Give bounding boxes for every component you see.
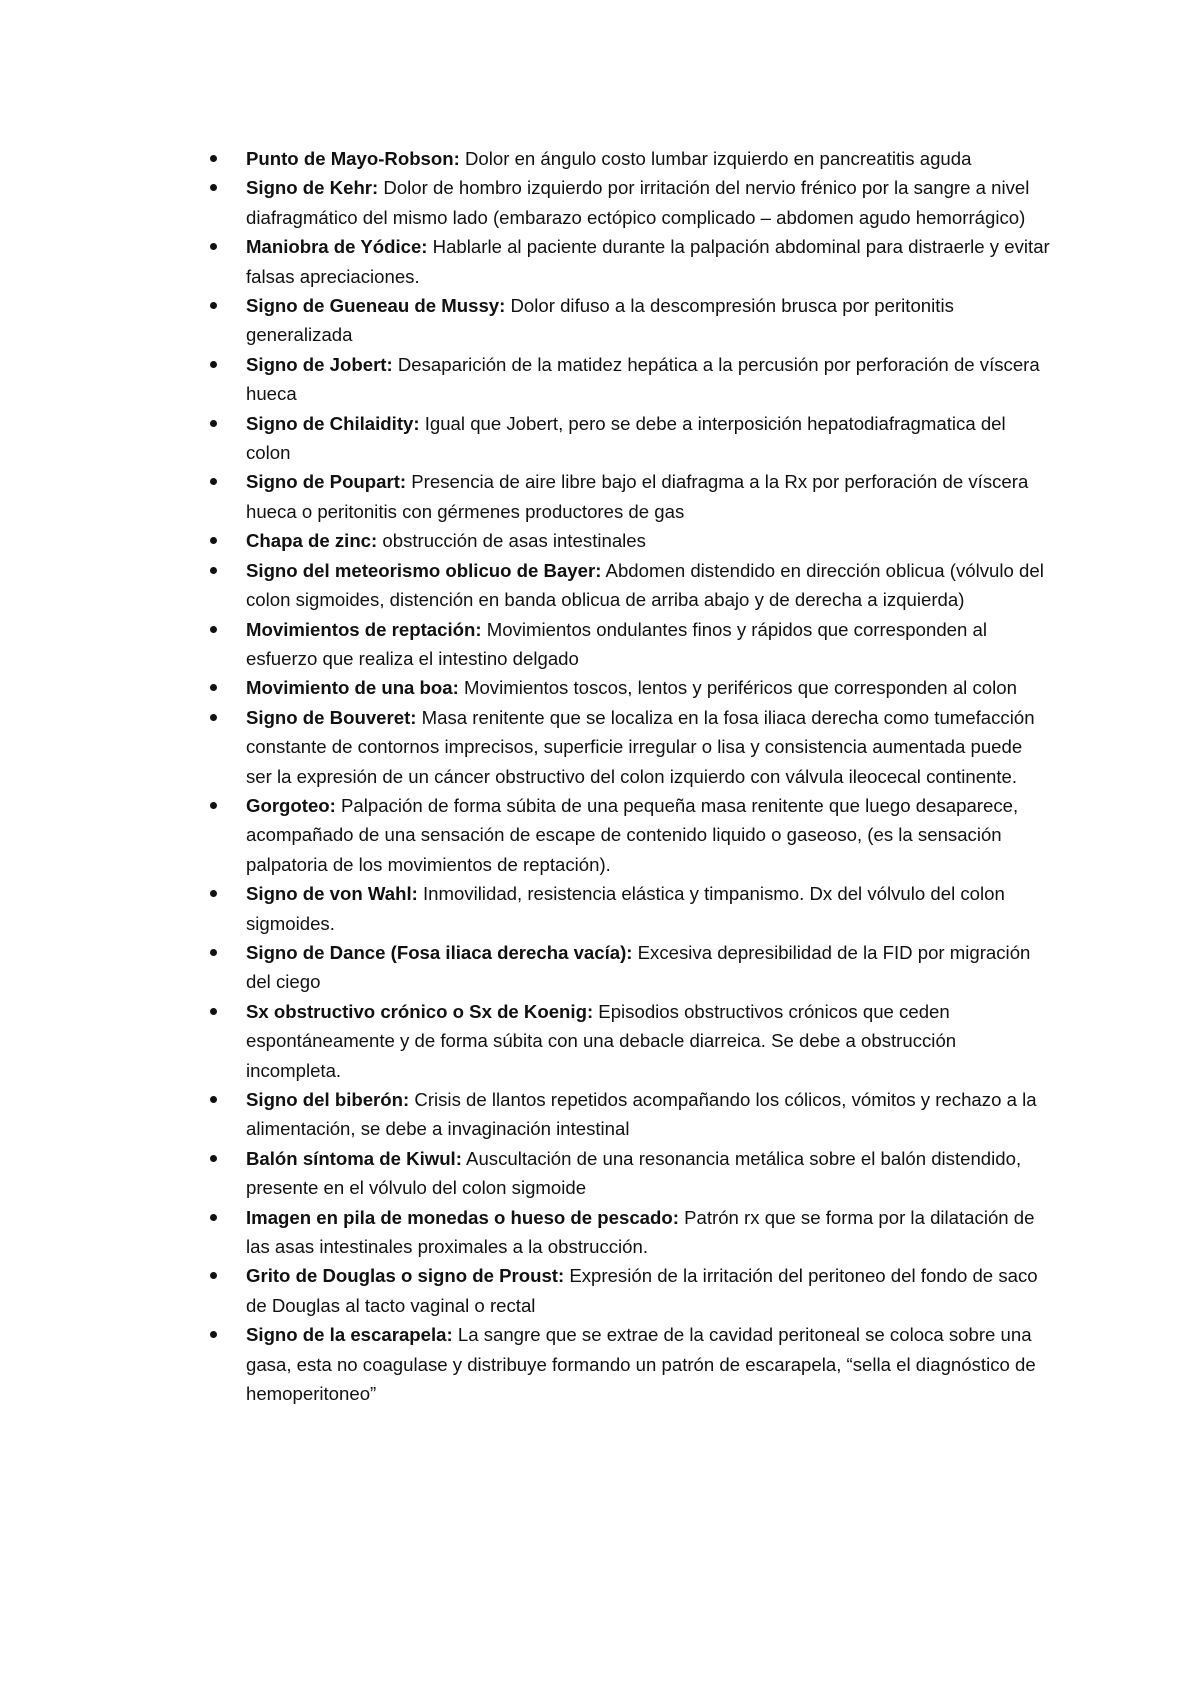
- item-term: Signo de Chilaidity:: [246, 412, 420, 434]
- item-term: Signo del meteorismo oblicuo de Bayer:: [246, 559, 602, 581]
- list-item: [210, 1203, 1050, 1262]
- bullet-icon: [210, 626, 217, 633]
- item-definition: Abdomen distendido en dirección oblicua (vólvulo del colon sigmoides, distención en banda oblicua de arriba abajo y de derecha a izquierda): [246, 559, 1044, 611]
- list-item: [210, 232, 1050, 291]
- item-term: Gorgoteo:: [246, 794, 336, 816]
- list-item: [210, 1261, 1050, 1320]
- bullet-icon: [210, 537, 217, 544]
- list-item: [210, 791, 1050, 879]
- list-item: [210, 526, 1050, 555]
- bullet-icon: [210, 1008, 217, 1015]
- item-term: Signo de Dance (Fosa iliaca derecha vacía):: [246, 941, 633, 963]
- bullet-icon: [210, 890, 217, 897]
- list-item: [210, 673, 1050, 702]
- bullet-icon: [210, 1096, 217, 1103]
- bullet-icon: [210, 567, 217, 574]
- bullet-icon: [210, 243, 217, 250]
- bullet-icon: [210, 684, 217, 691]
- bullet-icon: [210, 361, 217, 368]
- item-definition: La sangre que se extrae de la cavidad peritoneal se coloca sobre una gasa, esta no coagulase y distribuye formando un patrón de escarapela, “sella el diagnóstico de hemoperitoneo”: [246, 1324, 1036, 1405]
- list-item: [210, 1320, 1050, 1408]
- item-definition: Movimientos toscos, lentos y periféricos que corresponden al colon: [458, 677, 1017, 699]
- list-item: [210, 1085, 1050, 1144]
- list-item: [210, 879, 1050, 938]
- bullet-icon: [210, 1155, 217, 1162]
- item-term: Imagen en pila de monedas o hueso de pescado:: [246, 1206, 679, 1228]
- item-term: Signo de la escarapela:: [246, 1324, 453, 1346]
- item-definition: Crisis de llantos repetidos acompañando los cólicos, vómitos y rechazo a la alimentación, se debe a invaginación intestinal: [246, 1089, 1037, 1140]
- item-term: Maniobra de Yódice:: [246, 236, 428, 258]
- item-definition: Dolor de hombro izquierdo por irritación del nervio frénico por la sangre a nivel diafragmático del mismo lado (embarazo ectópico complicado – abdomen agudo hemorrágico): [246, 177, 1030, 228]
- item-term: Signo de Jobert:: [246, 353, 393, 375]
- bullet-icon: [210, 949, 217, 956]
- bullet-icon: [210, 420, 217, 427]
- item-definition: Dolor difuso a la descompresión brusca por peritonitis generalizada: [246, 295, 954, 346]
- clinical-signs-list: [210, 144, 1050, 1408]
- item-term: Signo de von Wahl:: [246, 883, 418, 905]
- bullet-icon: [210, 478, 217, 485]
- list-item: [210, 173, 1050, 232]
- item-definition: Hablarle al paciente durante la palpación abdominal para distraerle y evitar falsas apreciaciones.: [246, 236, 1050, 287]
- item-definition: Movimientos ondulantes finos y rápidos que corresponden al esfuerzo que realiza el intestino delgado: [246, 618, 987, 669]
- item-definition: Palpación de forma súbita de una pequeña masa renitente que luego desaparece, acompañado de una sensación de escape de contenido liquido o gaseoso, (es la sensación palpatoria de los movimientos de reptación).: [246, 794, 1019, 875]
- item-definition: obstrucción de asas intestinales: [377, 530, 646, 552]
- list-item: [210, 291, 1050, 350]
- item-definition: Dolor en ángulo costo lumbar izquierdo en pancreatitis aguda: [459, 148, 972, 169]
- item-term: Grito de Douglas o signo de Proust:: [246, 1265, 565, 1287]
- list-item: [210, 350, 1050, 409]
- list-item: [210, 556, 1050, 615]
- item-term: Punto de Mayo-Robson:: [246, 148, 460, 169]
- item-definition: Expresión de la irritación del peritoneo del fondo de saco de Douglas al tacto vaginal o rectal: [246, 1265, 1038, 1316]
- item-term: Balón síntoma de Kiwul:: [246, 1147, 462, 1169]
- item-term: Sx obstructivo crónico o Sx de Koenig:: [246, 1000, 594, 1022]
- bullet-icon: [210, 1331, 217, 1338]
- bullet-icon: [210, 802, 217, 809]
- bullet-icon: [210, 302, 217, 309]
- item-term: Signo de Kehr:: [246, 177, 379, 199]
- list-item: [210, 467, 1050, 526]
- item-definition: Episodios obstructivos crónicos que ceden espontáneamente y de forma súbita con una debacle diarreica. Se debe a obstrucción incompleta.: [246, 1000, 957, 1081]
- list-item: [210, 1144, 1050, 1203]
- list-item: [210, 144, 1050, 173]
- list-item: [210, 615, 1050, 674]
- list-item: [210, 997, 1050, 1085]
- bullet-icon: [210, 1214, 217, 1221]
- item-definition: Excesiva depresibilidad de la FID por migración del ciego: [246, 941, 1031, 993]
- item-term: Signo de Poupart:: [246, 471, 407, 493]
- item-term: Movimientos de reptación:: [246, 618, 482, 640]
- item-term: Movimiento de una boa:: [246, 677, 459, 699]
- item-term: Signo de Gueneau de Mussy:: [246, 295, 506, 317]
- item-definition: Auscultación de una resonancia metálica sobre el balón distendido, presente en el vólvulo del colon sigmoide: [246, 1147, 1022, 1199]
- list-item: [210, 938, 1050, 997]
- list-item: [210, 703, 1050, 791]
- item-definition: Desaparición de la matidez hepática a la percusión por perforación de víscera hueca: [246, 353, 1040, 405]
- bullet-icon: [210, 1272, 217, 1279]
- item-definition: Inmovilidad, resistencia elástica y timpanismo. Dx del vólvulo del colon sigmoides.: [246, 883, 1005, 934]
- bullet-icon: [210, 155, 217, 162]
- bullet-icon: [210, 714, 217, 721]
- item-term: Chapa de zinc:: [246, 530, 378, 552]
- bullet-icon: [210, 184, 217, 191]
- item-definition: Patrón rx que se forma por la dilatación de las asas intestinales proximales a la obstrucción.: [246, 1206, 1035, 1258]
- item-definition: Igual que Jobert, pero se debe a interposición hepatodiafragmatica del colon: [246, 412, 1006, 464]
- list-item: [210, 409, 1050, 468]
- item-definition: Masa renitente que se localiza en la fosa iliaca derecha como tumefacción constante de contornos imprecisos, superficie irregular o lisa y consistencia aumentada puede ser la expresión de un cáncer obstructivo del colon izquierdo con válvula ileocecal continente.: [246, 706, 1035, 787]
- item-term: Signo de Bouveret:: [246, 706, 417, 728]
- item-definition: Presencia de aire libre bajo el diafragma a la Rx por perforación de víscera hueca o peritonitis con gérmenes productores de gas: [246, 471, 1029, 522]
- item-term: Signo del biberón:: [246, 1089, 410, 1110]
